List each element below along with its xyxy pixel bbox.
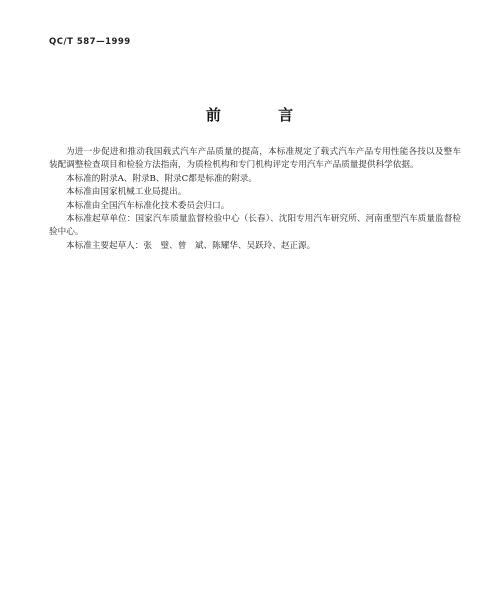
paragraph-proposer: 本标准由国家机械工业局提出。 [66,187,187,198]
foreword-body [49,146,461,253]
paragraph-committee: 本标准由全国汽车标准化技术委员会归口。 [66,200,230,211]
paragraph-drafting-units: 本标准起草单位：国家汽车质量监督检验中心（长春）、沈阳专用汽车研究所、河南重型汽车质量监督检验中心。 [49,214,461,238]
standard-code: QC/T 587—1999 [49,37,131,47]
foreword-heading: 前 言 [205,106,320,124]
paragraph-appendices: 本标准的附录A、附录B、附录C都是标准的附录。 [66,173,257,184]
paragraph-drafters: 本标准主要起草人：张 璧、曾 斌、陈耀华、吴跃玲、赵正源。 [66,240,316,251]
paragraph-purpose: 为进一步促进和推动我国载式汽车产品质量的提高，本标准规定了载式汽车产品专用性能各技以及整车装配调整检查项目和检验方法指南，为质检机构和专门机构评定专用汽车产品质量提供科学依据。 [49,147,461,171]
